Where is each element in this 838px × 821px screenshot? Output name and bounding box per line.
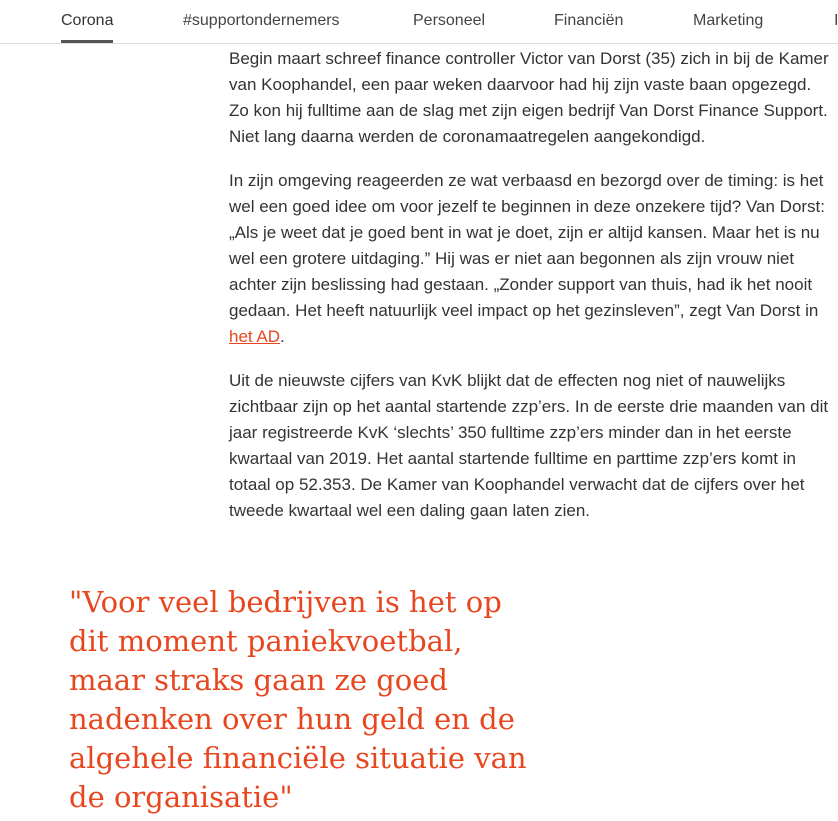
article-paragraph-1: Begin maart schreef finance controller Victor van Dorst (35) zich in bij de Kamer van Koophandel, een paar weken daarvoor had hij zijn vaste baan opgezegd. Zo kon hij fulltime aan de slag met zijn eigen bedrijf Van Dorst Finance Support. Niet lang daarna werden de coronamaatregelen aangekondigd.	[229, 49, 829, 146]
article-body	[229, 46, 834, 542]
paragraph-2-end: .	[280, 327, 285, 346]
paragraph-2-text: In zijn omgeving reageerden ze wat verbaasd en bezorgd over de timing: is het wel een goed idee om voor jezelf te beginnen in deze onzekere tijd? Van Dorst: „Als je weet dat je goed bent in wat je doet, zijn er altijd kansen. Maar het is nu wel een grotere uitdaging.” Hij was er niet aan begonnen als zijn vrouw niet achter zijn beslissing had gestaan. „Zonder support van thuis, had ik het nooit gedaan. Het heeft natuurlijk veel impact op het gezinsleven”, zegt Van Dorst in	[229, 171, 826, 320]
nav-tab-supportondernemers[interactable]: #supportondernemers	[183, 12, 340, 29]
nav-tab-personeel[interactable]: Personeel	[413, 12, 486, 29]
pull-quote: "Voor veel bedrijven is het op dit moment paniekvoetbal, maar straks gaan ze goed nadenken over hun geld en de algehele financiële situatie van de organisatie"	[69, 585, 527, 814]
article-paragraph-3: Uit de nieuwste cijfers van KvK blijkt dat de effecten nog niet of nauwelijks zichtbaar zijn op het aantal startende zzp’ers. In de eerste drie maanden van dit jaar registreerde KvK ‘slechts’ 350 fulltime zzp’ers minder dan in het eerste kwartaal van 2019. Het aantal startende fulltime en parttime zzp’ers komt in totaal op 52.353. De Kamer van Koophandel verwacht dat de cijfers over het tweede kwartaal wel een daling gaan laten zien.	[229, 371, 829, 520]
top-navigation	[0, 0, 838, 44]
nav-tab-overflow[interactable]	[834, 12, 838, 30]
het-ad-link[interactable]: het AD	[229, 327, 281, 346]
nav-tab-corona[interactable]: Corona	[61, 12, 114, 29]
nav-tab-marketing[interactable]: Marketing	[693, 12, 764, 29]
active-tab-indicator	[61, 40, 113, 43]
article-paragraph-2	[229, 168, 834, 350]
nav-tab-financien[interactable]: Financiën	[554, 12, 624, 29]
